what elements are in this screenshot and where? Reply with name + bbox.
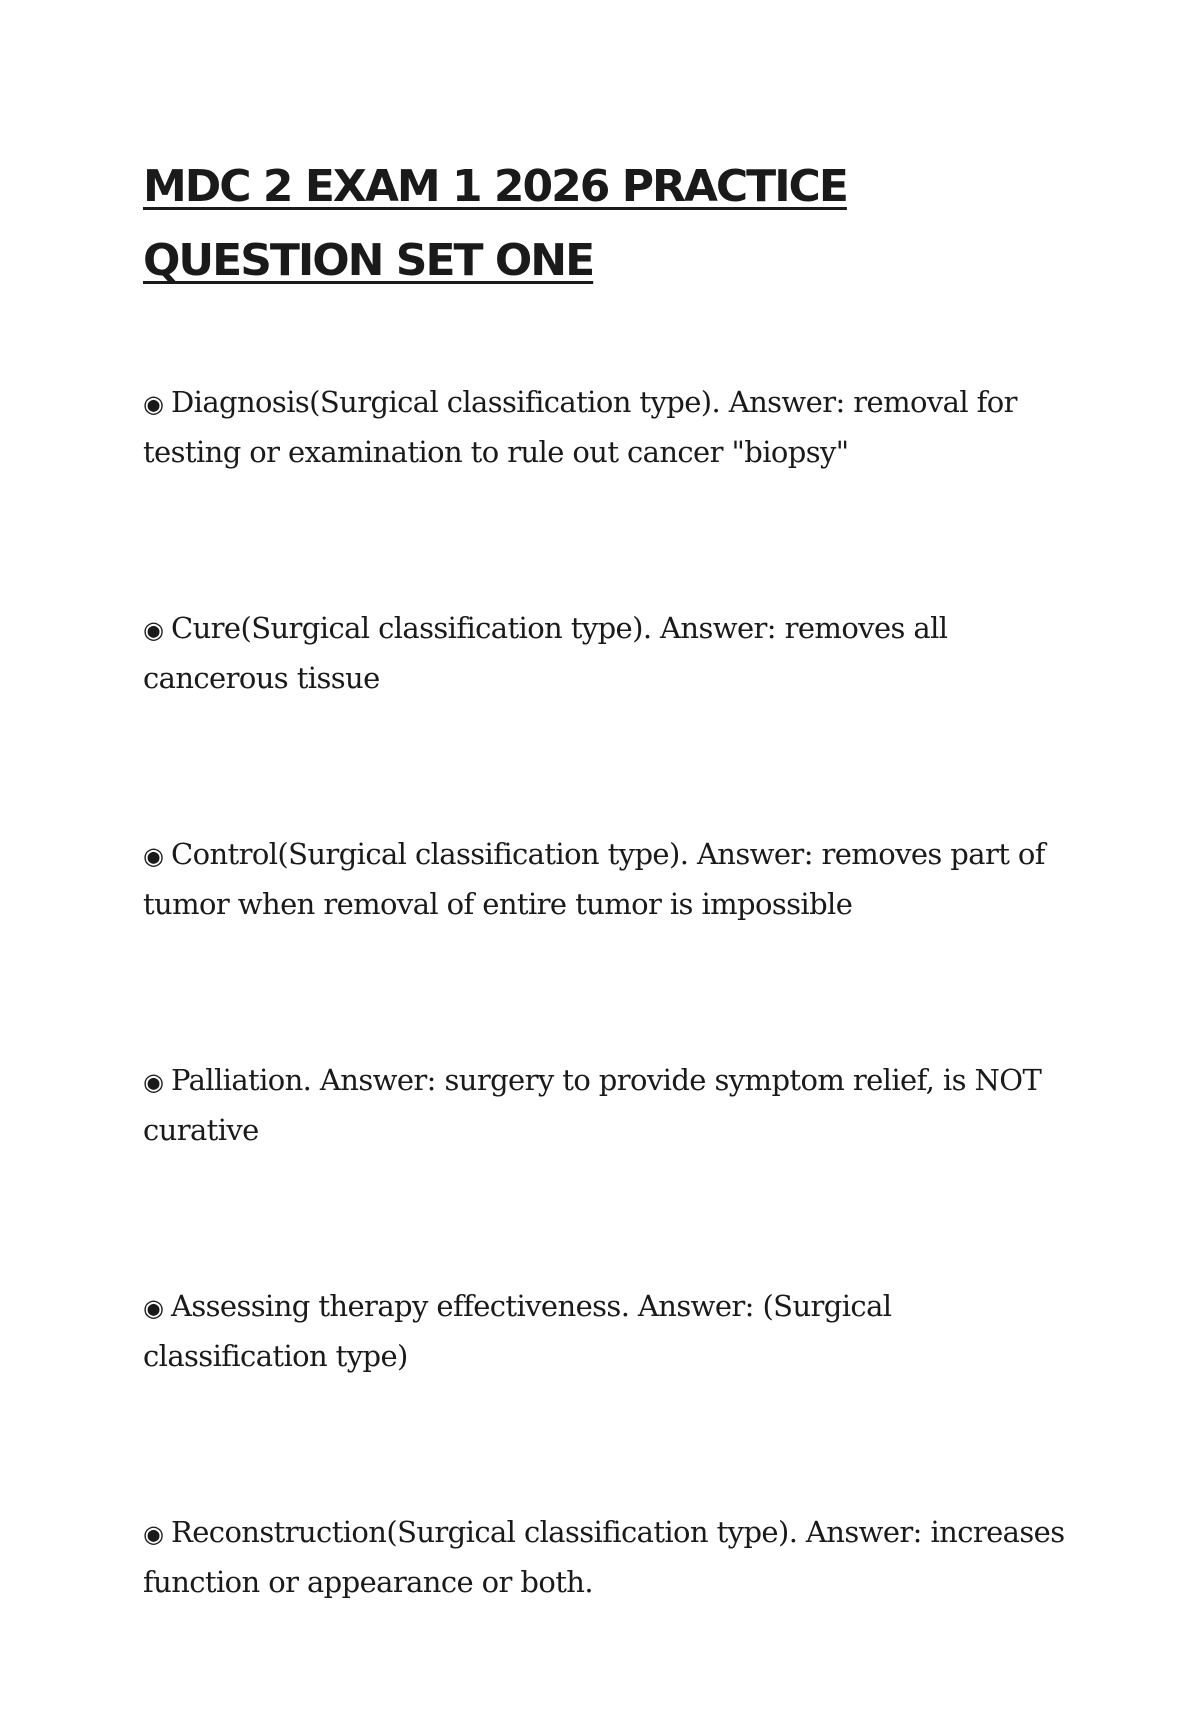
question-text: Control(Surgical classification type). Answer: removes part of tumor when removal of entire tumor is impossible	[143, 837, 1045, 921]
question-text: Cure(Surgical classification type). Answer: removes all cancerous tissue	[143, 611, 948, 695]
bullet-icon: ◉	[143, 390, 164, 418]
list-item	[143, 1282, 1083, 1380]
bullet-icon: ◉	[143, 1068, 164, 1096]
list-item	[143, 1508, 1083, 1606]
bullet-icon: ◉	[143, 1520, 164, 1548]
bullet-icon: ◉	[143, 1294, 164, 1322]
question-text: Reconstruction(Surgical classification type). Answer: increases function or appearance or both.	[143, 1515, 1065, 1599]
list-item	[143, 604, 1083, 702]
list-item	[143, 378, 1083, 476]
list-item	[143, 1056, 1083, 1154]
bullet-icon: ◉	[143, 842, 164, 870]
question-list	[143, 378, 1083, 1734]
list-item	[143, 830, 1083, 928]
question-text: Assessing therapy effectiveness. Answer: (Surgical classification type)	[143, 1289, 892, 1373]
bullet-icon: ◉	[143, 616, 164, 644]
question-text: Palliation. Answer: surgery to provide symptom relief, is NOT curative	[143, 1063, 1042, 1147]
page-title: MDC 2 EXAM 1 2026 PRACTICE QUESTION SET ONE	[143, 161, 847, 286]
question-text: Diagnosis(Surgical classification type). Answer: removal for testing or examination to rule out cancer "biopsy"	[143, 385, 1017, 469]
